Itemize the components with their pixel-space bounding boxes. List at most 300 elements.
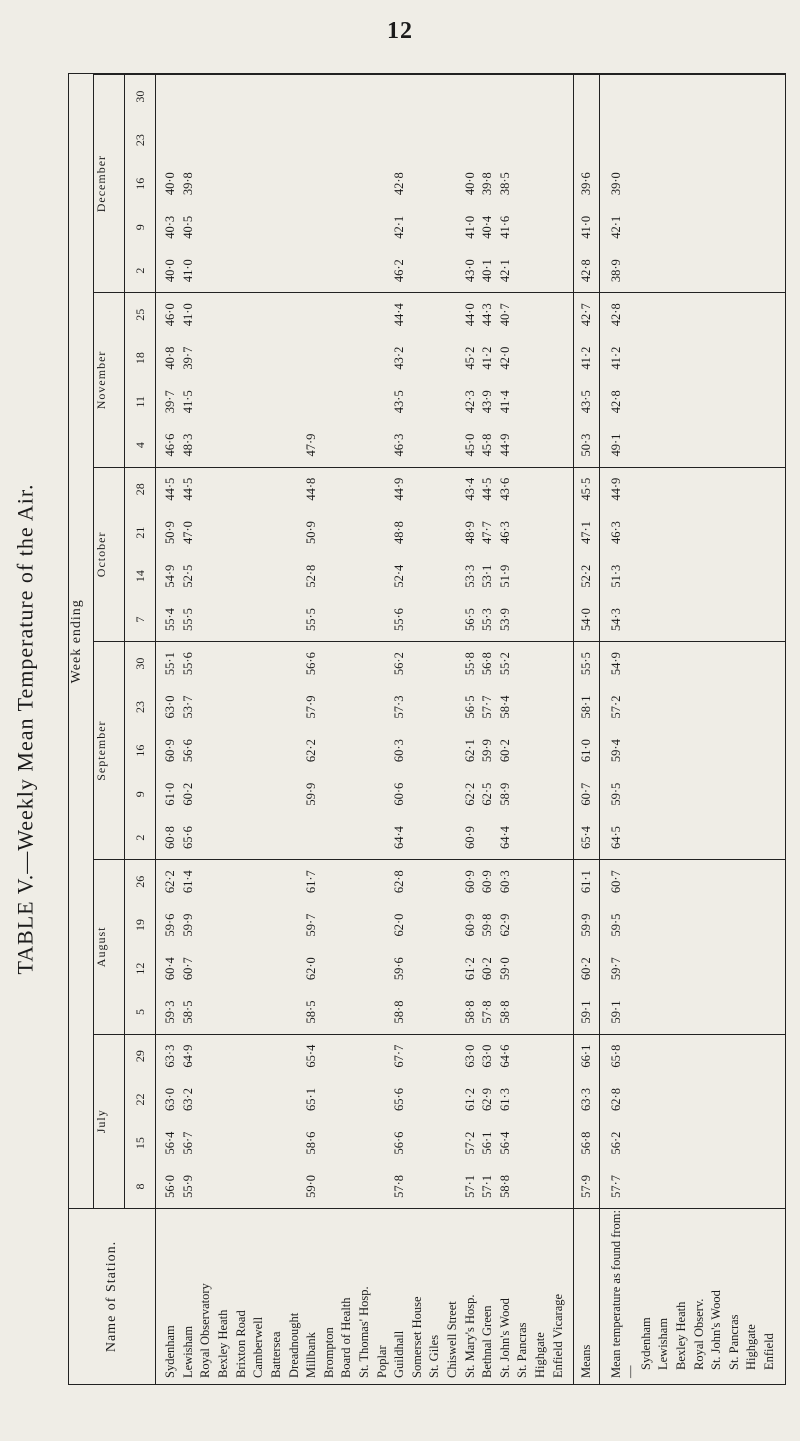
empty-cell: [726, 990, 744, 1034]
temperature-value: [321, 1165, 339, 1209]
temperature-value: [374, 380, 392, 424]
temperature-value: [180, 75, 198, 119]
found-mean-value: 54·9: [607, 642, 638, 686]
temperature-value: [374, 336, 392, 380]
temperature-value: [550, 424, 568, 468]
temperature-value: [444, 1121, 462, 1165]
empty-cell: [638, 467, 656, 511]
temperature-value: 60·7: [180, 957, 195, 981]
empty-cell: [655, 249, 673, 293]
temperature-value: 57·7: [480, 695, 495, 719]
temperature-value: [250, 380, 268, 424]
empty-cell: [691, 118, 709, 162]
temperature-value: [356, 1165, 374, 1209]
temperature-value: [550, 947, 568, 991]
temperature-value: [250, 336, 268, 380]
temperature-value: [532, 118, 550, 162]
temperature-value: [197, 554, 215, 598]
empty-cell: [655, 424, 673, 468]
temperature-value: [550, 1034, 568, 1078]
mean-value: 42·7: [574, 293, 600, 337]
temperature-value: 47·7: [480, 521, 495, 545]
temperature-value: [338, 903, 356, 947]
temperature-value: [197, 816, 215, 860]
temperature-value: 59·3: [163, 1000, 178, 1024]
temperature-value: [532, 903, 550, 947]
station-name: Chiswell Street: [444, 1209, 462, 1385]
temperature-value: [286, 729, 304, 773]
spacer-cell: [156, 162, 163, 206]
temperature-value: [250, 729, 268, 773]
empty-cell: [673, 772, 691, 816]
temperature-value: 60·9: [163, 739, 178, 763]
temperature-value: [426, 816, 444, 860]
temperature-value: [286, 554, 304, 598]
temperature-value: [338, 642, 356, 686]
temperature-value: 44·5: [162, 467, 180, 511]
temperature-value: [233, 1034, 251, 1078]
temperature-value: [268, 1121, 286, 1165]
temperature-value: 59·6: [163, 913, 178, 937]
temperature-value: [268, 293, 286, 337]
temperature-value: 41·4: [497, 390, 512, 414]
empty-cell: [655, 947, 673, 991]
temperature-value: 64·9: [180, 1034, 198, 1078]
empty-cell: [743, 205, 761, 249]
temperature-value: 41·0: [180, 293, 198, 337]
temperature-value: 54·9: [163, 564, 178, 588]
empty-cell: [708, 816, 726, 860]
empty-cell: [638, 336, 656, 380]
empty-cell: [761, 424, 779, 468]
week-day-header: 26: [125, 860, 156, 904]
separator-cell: [600, 816, 607, 860]
lower-station-name: Royal Observ.: [691, 1209, 709, 1385]
temperature-value: [338, 249, 356, 293]
temperature-value: 43·4: [462, 467, 480, 511]
temperature-value: [444, 162, 462, 206]
station-row: [532, 75, 550, 1385]
temperature-value: 47·0: [180, 521, 195, 545]
empty-cell: [761, 1078, 779, 1122]
spacer-cell: [779, 424, 785, 468]
temperature-value: [197, 1121, 215, 1165]
spacer-cell: [779, 249, 785, 293]
lower-station-row: [708, 75, 726, 1385]
temperature-value: [321, 729, 339, 773]
temperature-value: [250, 424, 268, 468]
empty-cell: [726, 424, 744, 468]
temperature-value: [233, 467, 251, 511]
temperature-value: 59·6: [392, 957, 407, 981]
spacer-cell: [779, 162, 785, 206]
temperature-value: 42·0: [497, 346, 512, 370]
empty-cell: [761, 598, 779, 642]
temperature-value: [532, 511, 550, 555]
temperature-value: [532, 947, 550, 991]
empty-cell: [761, 816, 779, 860]
temperature-value: 55·3: [480, 608, 495, 631]
separator-cell: [600, 511, 607, 555]
temperature-value: [250, 75, 268, 119]
temperature-value: [374, 685, 392, 729]
temperature-value: [409, 903, 427, 947]
spacer-cell: [779, 642, 785, 686]
temperature-value: [514, 1121, 532, 1165]
found-mean-value: 39·0: [608, 172, 623, 196]
empty-cell: [743, 75, 761, 119]
temperature-value: [409, 249, 427, 293]
spacer-cell: [156, 1034, 163, 1078]
empty-cell: [726, 816, 744, 860]
temperature-value: [514, 772, 532, 816]
empty-cell: [726, 1078, 744, 1122]
means-row: [574, 75, 600, 1385]
temperature-value: [215, 1121, 233, 1165]
temperature-value: 53·3: [462, 564, 477, 588]
empty-cell: [673, 1078, 691, 1122]
temperature-value: [409, 336, 427, 380]
temperature-value: [426, 249, 444, 293]
temperature-value: [321, 947, 339, 991]
temperature-value: [514, 729, 532, 773]
temperature-value: [215, 380, 233, 424]
week-day-header: 9: [125, 772, 156, 816]
page-number: 12: [387, 18, 413, 44]
mean-value: 56·8: [574, 1121, 600, 1165]
temperature-value: [338, 990, 356, 1034]
found-mean-value: 64·5: [608, 826, 623, 850]
table-caption: TABLE V.—Weekly Mean Temperature of the Air.: [13, 483, 39, 975]
station-name: Battersea: [268, 1209, 286, 1385]
separator-cell: [600, 1078, 607, 1122]
temperature-value: [409, 729, 427, 773]
week-day-header: 16: [125, 729, 156, 773]
temperature-value: [215, 947, 233, 991]
temperature-value: [532, 1121, 550, 1165]
lower-station-name: Enfield: [761, 1209, 779, 1385]
mean-value: 55·5: [574, 642, 600, 686]
temperature-value: 43·6: [497, 467, 515, 511]
temperature-value: [233, 118, 251, 162]
temperature-value: [215, 554, 233, 598]
temperature-value: [532, 1034, 550, 1078]
separator-cell: [600, 1209, 607, 1385]
temperature-value: [374, 990, 392, 1034]
empty-cell: [655, 772, 673, 816]
separator-cell: [600, 75, 607, 119]
station-row: [391, 75, 409, 1385]
spacer-cell: [779, 554, 785, 598]
temperature-value: [532, 990, 550, 1034]
temperature-value: [250, 467, 268, 511]
spacer-cell: [156, 511, 163, 555]
empty-cell: [673, 860, 691, 904]
temperature-value: [514, 860, 532, 904]
station-name: Millbank: [303, 1209, 321, 1385]
empty-cell: [638, 990, 656, 1034]
temperature-value: [233, 642, 251, 686]
spacer-cell: [567, 511, 574, 555]
week-day-header: 22: [125, 1078, 156, 1122]
spacer-cell: [779, 685, 785, 729]
temperature-value: [514, 162, 532, 206]
temperature-value: [233, 162, 251, 206]
temperature-value: [197, 424, 215, 468]
lower-station-row: [673, 75, 691, 1385]
temperature-value: 59·0: [304, 1174, 319, 1198]
temperature-value: [215, 1078, 233, 1122]
spacer-cell: [156, 990, 163, 1034]
temperature-value: 48·9: [462, 521, 477, 545]
station-row: [462, 75, 480, 1385]
temperature-value: [514, 75, 532, 119]
temperature-value: [426, 511, 444, 555]
temperature-value: [514, 1078, 532, 1122]
month-header: December: [94, 75, 125, 293]
empty-cell: [743, 1121, 761, 1165]
spacer-cell: [779, 947, 785, 991]
temperature-value: [409, 1078, 427, 1122]
week-day-header: 11: [125, 380, 156, 424]
temperature-value: 63·0: [479, 1034, 497, 1078]
temperature-value: 58·8: [497, 1174, 512, 1198]
temperature-value: [374, 554, 392, 598]
spacer-cell: [567, 947, 574, 991]
temperature-value: [444, 598, 462, 642]
spacer-row: [156, 75, 163, 1385]
temperature-value: [444, 816, 462, 860]
temperature-value: [286, 1165, 304, 1209]
empty-cell: [655, 1078, 673, 1122]
separator-cell: [600, 249, 607, 293]
temperature-value: 52·4: [392, 564, 407, 588]
temperature-value: [374, 511, 392, 555]
temperature-value: [409, 205, 427, 249]
temperature-value: [215, 860, 233, 904]
temperature-value: [197, 685, 215, 729]
temperature-value: [356, 816, 374, 860]
temperature-value: 65·1: [304, 1088, 319, 1111]
temperature-value: 60·6: [392, 782, 407, 806]
temperature-value: [444, 205, 462, 249]
empty-cell: [673, 511, 691, 555]
temperature-value: [532, 1165, 550, 1209]
temperature-value: [268, 162, 286, 206]
temperature-value: [321, 685, 339, 729]
temperature-value: 48·8: [392, 521, 407, 545]
temperature-value: 42·1: [497, 259, 512, 283]
temperature-value: 57·3: [392, 695, 407, 719]
temperature-value: 55·8: [462, 642, 480, 686]
separator-cell: [600, 685, 607, 729]
station-row: [268, 75, 286, 1385]
temperature-value: 55·6: [392, 608, 407, 631]
empty-cell: [691, 1078, 709, 1122]
empty-cell: [638, 685, 656, 729]
temperature-value: [550, 293, 568, 337]
temperature-value: 63·0: [462, 1034, 480, 1078]
temperature-value: [550, 685, 568, 729]
temperature-value: 38·5: [497, 172, 512, 196]
temperature-value: [426, 118, 444, 162]
temperature-value: 58·5: [180, 1000, 195, 1024]
temperature-value: [233, 772, 251, 816]
temperature-value: 60·9: [462, 860, 480, 904]
temperature-value: [250, 990, 268, 1034]
temperature-value: [268, 598, 286, 642]
temperature-value: [374, 642, 392, 686]
empty-cell: [638, 75, 656, 119]
empty-cell: [655, 162, 673, 206]
temperature-value: [286, 1121, 304, 1165]
temperature-value: 43·2: [392, 346, 407, 370]
empty-cell: [655, 118, 673, 162]
temperature-value: [250, 1034, 268, 1078]
temperature-value: [303, 336, 321, 380]
temperature-value: [444, 75, 462, 119]
empty-cell: [726, 772, 744, 816]
temperature-value: [514, 598, 532, 642]
temperature-value: [426, 467, 444, 511]
temperature-value: [286, 293, 304, 337]
temperature-value: [268, 860, 286, 904]
empty-cell: [708, 511, 726, 555]
station-row: [550, 75, 568, 1385]
empty-cell: [673, 336, 691, 380]
mean-value: 45·5: [574, 467, 600, 511]
temperature-value: [250, 118, 268, 162]
week-day-header: 21: [125, 511, 156, 555]
empty-cell: [708, 860, 726, 904]
empty-cell: [726, 685, 744, 729]
empty-cell: [655, 1121, 673, 1165]
temperature-value: [550, 205, 568, 249]
empty-cell: [726, 1121, 744, 1165]
empty-cell: [638, 249, 656, 293]
temperature-value: 40·0: [163, 172, 178, 196]
temperature-value: 64·4: [497, 826, 512, 850]
temperature-value: [374, 293, 392, 337]
week-day-header: 2: [125, 816, 156, 860]
temperature-value: 40·5: [180, 215, 195, 239]
temperature-value: [532, 467, 550, 511]
temperature-value: 55·5: [304, 608, 319, 631]
lower-station-row: [726, 75, 744, 1385]
temperature-value: [286, 947, 304, 991]
week-day-header: 9: [125, 205, 156, 249]
separator-cell: [600, 598, 607, 642]
means-label: Means: [574, 1209, 600, 1385]
temperature-value: [215, 467, 233, 511]
spacer-cell: [567, 1165, 574, 1209]
spacer-cell: [779, 511, 785, 555]
mean-value: 43·5: [574, 380, 600, 424]
temperature-value: [409, 75, 427, 119]
empty-cell: [708, 903, 726, 947]
week-day-header: 12: [125, 947, 156, 991]
temperature-value: [233, 947, 251, 991]
temperature-value: 55·9: [180, 1174, 195, 1198]
found-mean-value: 54·3: [608, 608, 623, 631]
temperature-value: 60·2: [180, 782, 195, 806]
month-header: October: [94, 467, 125, 641]
separator-cell: [600, 1034, 607, 1078]
temperature-value: 46·3: [497, 521, 512, 545]
temperature-value: [286, 511, 304, 555]
mean-value: [574, 75, 600, 119]
temperature-value: [250, 162, 268, 206]
temperature-value: [356, 772, 374, 816]
temperature-value: 61·2: [462, 957, 477, 981]
temperature-value: [444, 554, 462, 598]
temperature-value: [197, 598, 215, 642]
spacer-cell: [156, 1209, 163, 1385]
temperature-value: [356, 467, 374, 511]
spacer-cell: [567, 293, 574, 337]
spacer-cell: [156, 816, 163, 860]
temperature-value: [409, 772, 427, 816]
temperature-value: [250, 205, 268, 249]
temperature-value: [321, 1078, 339, 1122]
temperature-value: [409, 1034, 427, 1078]
spacer-cell: [156, 424, 163, 468]
empty-cell: [761, 336, 779, 380]
spacer-cell: [567, 424, 574, 468]
temperature-value: [197, 903, 215, 947]
temperature-value: 46·2: [392, 259, 407, 283]
temperature-value: [286, 685, 304, 729]
spacer-cell: [567, 1078, 574, 1122]
empty-cell: [638, 554, 656, 598]
temperature-value: 62·9: [497, 913, 512, 937]
temperature-value: 44·0: [462, 293, 480, 337]
empty-cell: [743, 685, 761, 729]
temperature-value: [286, 336, 304, 380]
temperature-value: [444, 467, 462, 511]
temperature-value: [444, 685, 462, 729]
temperature-value: [426, 293, 444, 337]
temperature-value: [409, 947, 427, 991]
temperature-value: [550, 162, 568, 206]
lower-station-name: Sydenham: [638, 1209, 656, 1385]
temperature-value: [338, 1121, 356, 1165]
empty-cell: [691, 860, 709, 904]
spacer-cell: [779, 816, 785, 860]
temperature-value: [162, 118, 180, 162]
empty-cell: [726, 642, 744, 686]
empty-cell: [638, 729, 656, 773]
temperature-value: 59·7: [304, 913, 319, 937]
temperature-value: [215, 118, 233, 162]
temperature-value: [532, 642, 550, 686]
empty-cell: [673, 75, 691, 119]
temperature-value: [550, 249, 568, 293]
temperature-value: [426, 1165, 444, 1209]
temperature-value: [444, 772, 462, 816]
station-row: [338, 75, 356, 1385]
month-header: August: [94, 860, 125, 1034]
empty-cell: [726, 293, 744, 337]
name-of-station-header: Name of Station.: [69, 1209, 156, 1385]
station-name: Guildhall: [391, 1209, 409, 1385]
week-day-header: 18: [125, 336, 156, 380]
temperature-value: [444, 1078, 462, 1122]
temperature-value: [321, 162, 339, 206]
empty-cell: [743, 772, 761, 816]
temperature-value: 62·8: [391, 860, 409, 904]
week-day-header: 23: [125, 685, 156, 729]
